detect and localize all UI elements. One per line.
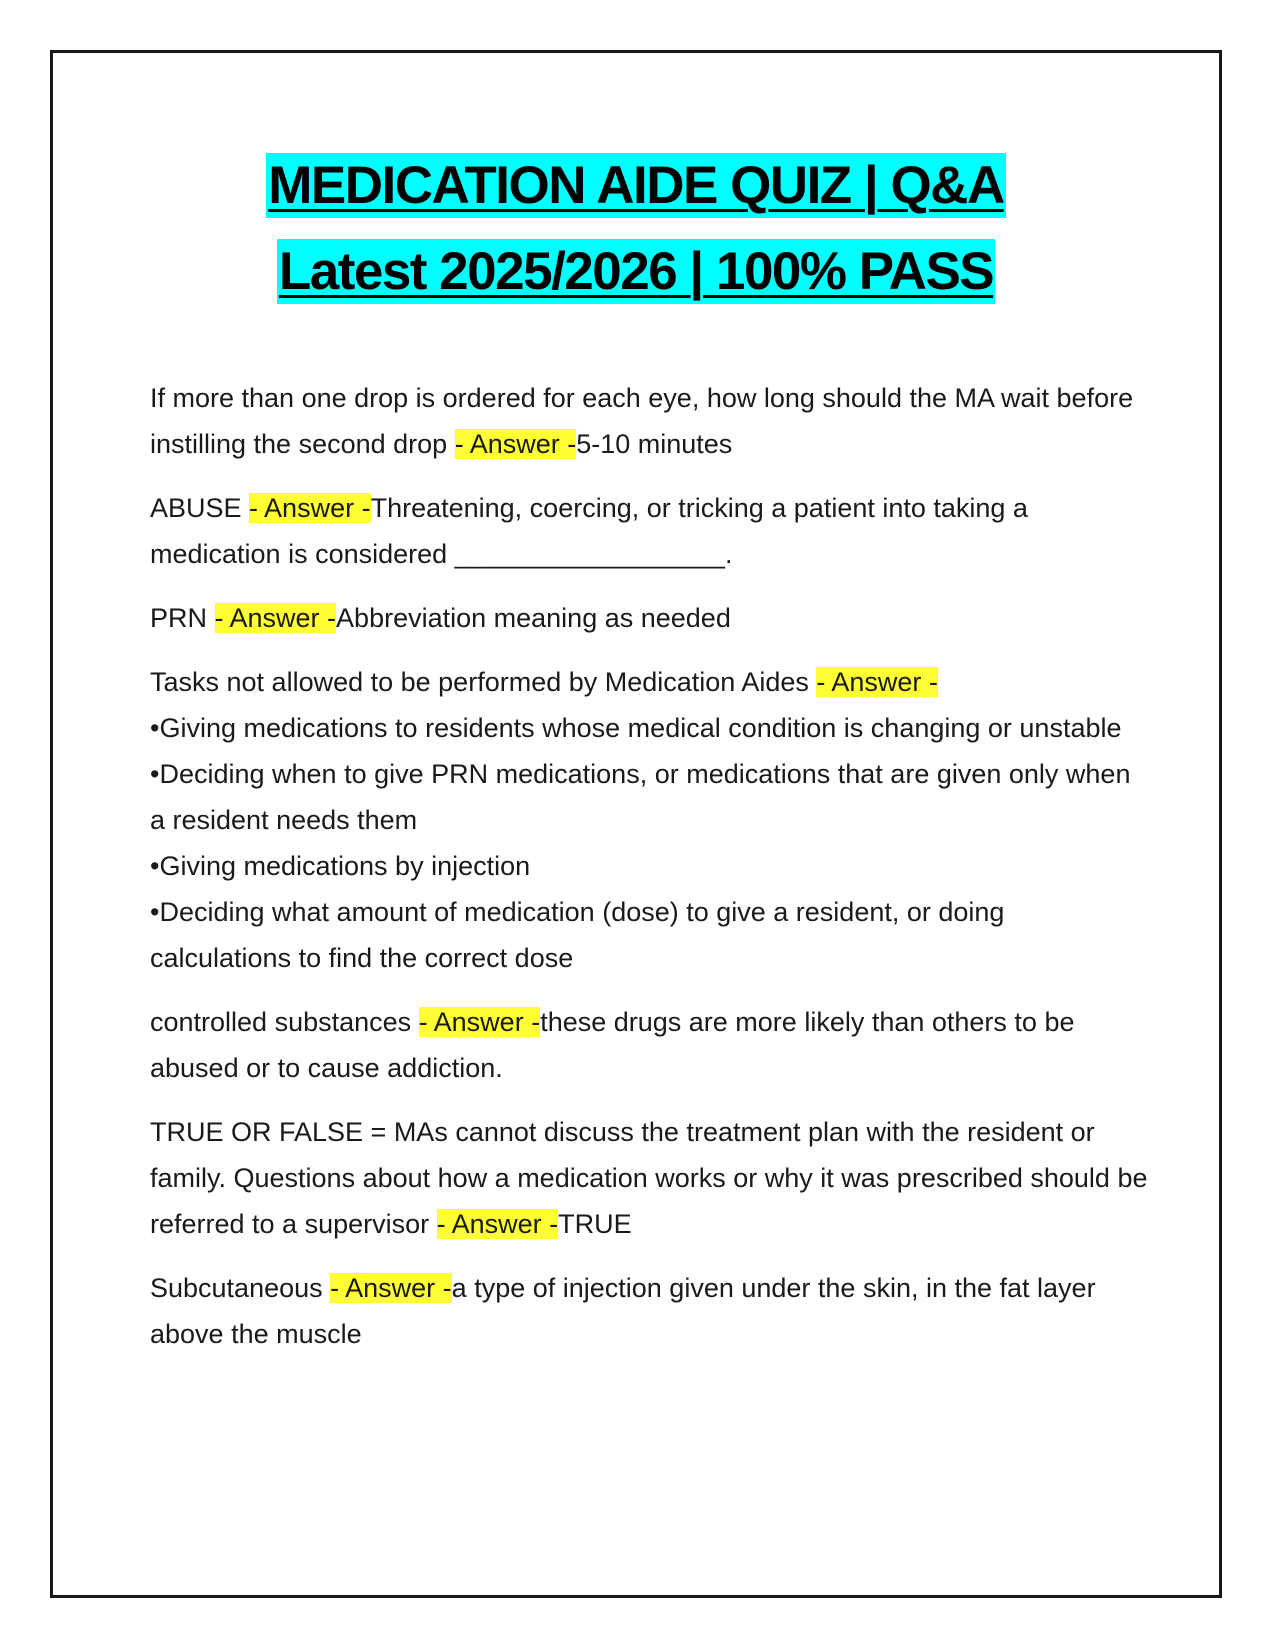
question-text: TRUE OR FALSE = MAs cannot discuss the treatment plan with the resident or family. Questions about how a medication works or why it was prescribed should be referred to a supervisor	[150, 1117, 1148, 1239]
qa-list	[150, 375, 1150, 1375]
answer-marker: - Answer -	[330, 1273, 452, 1303]
question-text: ABUSE	[150, 493, 250, 523]
bullet-item: •Giving medications to residents whose medical condition is changing or unstable	[150, 713, 1122, 743]
qa-item	[150, 659, 1150, 981]
question-text: PRN	[150, 603, 215, 633]
qa-item	[150, 595, 1150, 641]
title-line-2: Latest 2025/2026 | 100% PASS	[277, 239, 995, 304]
bullet-item: •Giving medications by injection	[150, 851, 531, 881]
question-text: If more than one drop is ordered for each eye, how long should the MA wait before instilling the second drop	[150, 383, 1134, 459]
qa-item	[150, 1265, 1150, 1357]
qa-item	[150, 999, 1150, 1091]
qa-item	[150, 375, 1150, 467]
bullet-item: •Deciding when to give PRN medications, or medications that are given only when a resident needs them	[150, 759, 1131, 835]
answer-marker: - Answer -	[454, 429, 577, 459]
answer-marker: - Answer -	[816, 667, 938, 697]
answer-text: Threatening, coercing, or tricking a patient into taking a medication is considered __________________.	[150, 493, 1028, 569]
answer-text: a type of injection given under the skin, in the fat layer above the muscle	[150, 1273, 1096, 1349]
answer-text: these drugs are more likely than others to be abused or to cause addiction.	[150, 1007, 1075, 1083]
answer-marker: - Answer -	[249, 493, 371, 523]
question-text: Tasks not allowed to be performed by Medication Aides	[150, 667, 817, 697]
answer-text: TRUE	[558, 1209, 632, 1239]
qa-item	[150, 485, 1150, 577]
question-text: Subcutaneous	[150, 1273, 331, 1303]
bullet-item: •Deciding what amount of medication (dose) to give a resident, or doing calculations to find the correct dose	[150, 897, 1005, 973]
answer-marker: - Answer -	[418, 1007, 541, 1037]
qa-item	[150, 1109, 1150, 1247]
answer-marker: - Answer -	[436, 1209, 559, 1239]
answer-marker: - Answer -	[214, 603, 337, 633]
document-title	[53, 153, 1219, 325]
answer-text: 5-10 minutes	[576, 429, 733, 459]
answer-text: Abbreviation meaning as needed	[336, 603, 731, 633]
page-border	[50, 50, 1222, 1598]
question-text: controlled substances	[150, 1007, 419, 1037]
title-line-1: MEDICATION AIDE QUIZ | Q&A	[266, 153, 1005, 218]
